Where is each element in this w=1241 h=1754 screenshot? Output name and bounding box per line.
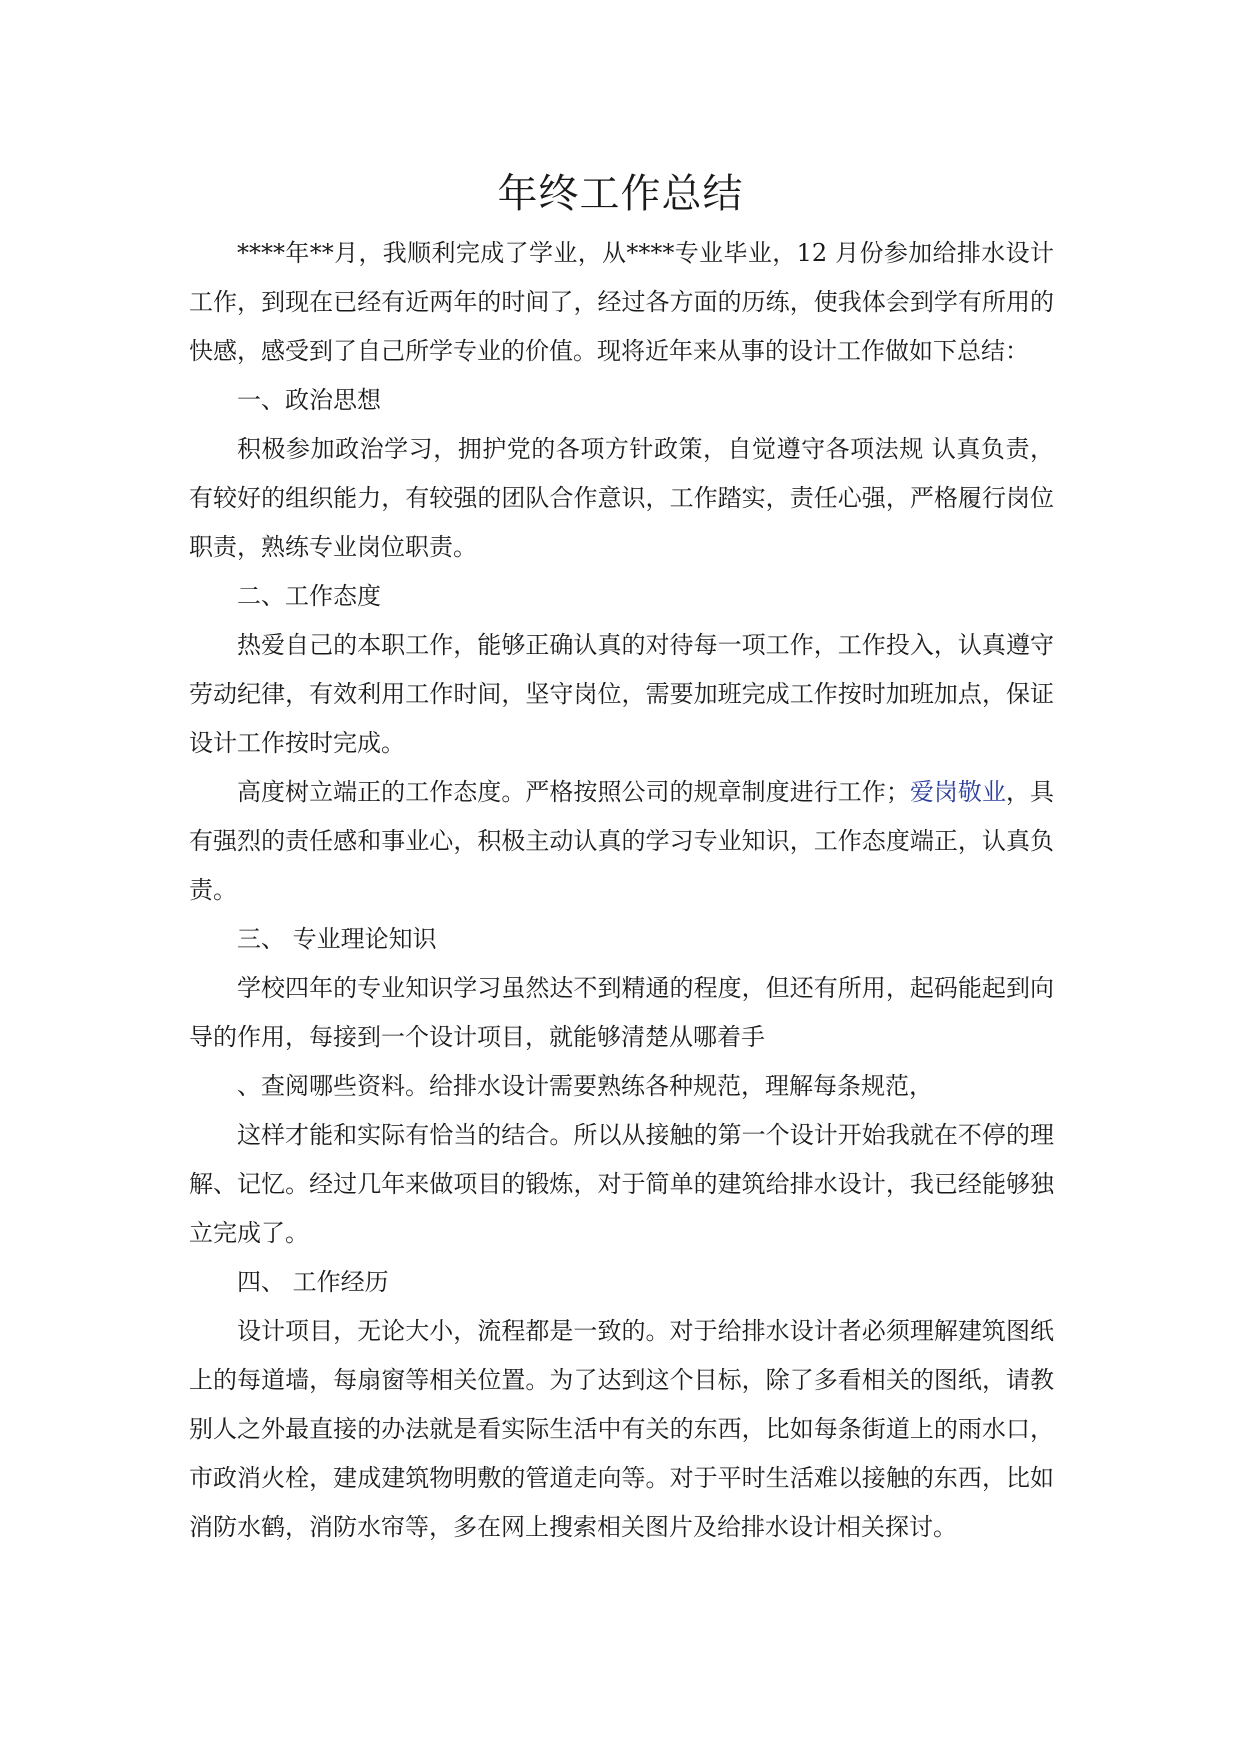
section-heading-attitude: 二、工作态度 (237, 582, 381, 610)
paragraph-attitude-2-before: 高度树立端正的工作态度。严格按照公司的规章制度进行工作； (237, 778, 910, 806)
paragraph-attitude-2-after: ，具有强烈的责任感和事业心，积极主动认真的学习专业知识，工作态度端正，认真负责。 (189, 778, 1055, 904)
document-body (189, 229, 1054, 1552)
paragraph-attitude-1: 热爱自己的本职工作，能够正确认真的对待每一项工作，工作投入，认真遵守劳动纪律，有效利用工作时间，坚守岗位，需要加班完成工作按时加班加点，保证设计工作按时完成。 (189, 631, 1054, 757)
paragraph-knowledge-3: 这样才能和实际有恰当的结合。所以从接触的第一个设计开始我就在不停的理解、记忆。经过几年来做项目的锻炼，对于简单的建筑给排水设计，我已经能够独立完成了。 (189, 1121, 1054, 1247)
paragraph-attitude-2 (189, 768, 1054, 915)
paragraph-knowledge-1: 学校四年的专业知识学习虽然达不到精通的程度，但还有所用，起码能起到向导的作用，每接到一个设计项目，就能够清楚从哪着手 (189, 974, 1054, 1051)
section-heading-experience: 四、 工作经历 (237, 1268, 389, 1296)
section-heading-knowledge: 三、 专业理论知识 (237, 925, 437, 953)
page-title: 年终工作总结 (497, 171, 744, 217)
link-aigang-jingye[interactable]: 爱岗敬业 (909, 778, 1006, 806)
paragraph-politics: 积极参加政治学习，拥护党的各项方针政策，自觉遵守各项法规 认真负责，有较好的组织能力，有较强的团队合作意识，工作踏实，责任心强，严格履行岗位职责，熟练专业岗位职责。 (189, 435, 1054, 561)
paragraph-experience: 设计项目，无论大小，流程都是一致的。对于给排水设计者必须理解建筑图纸上的每道墙，每扇窗等相关位置。为了达到这个目标，除了多看相关的图纸，请教别人之外最直接的办法就是看实际生活中有关的东西，比如每条街道上的雨水口，市政消火栓，建成建筑物明敷的管道走向等。对于平时生活难以接触的东西，比如消防水鹤，消防水帘等，多在网上搜索相关图片及给排水设计相关探讨。 (189, 1317, 1054, 1541)
paragraph-intro: ****年**月，我顺利完成了学业，从****专业毕业，12 月份参加给排水设计工作，到现在已经有近两年的时间了，经过各方面的历练，使我体会到学有所用的快感，感受到了自己所学专业的价值。现将近年来从事的设计工作做如下总结： (189, 239, 1054, 365)
section-heading-politics: 一、政治思想 (237, 386, 381, 414)
paragraph-knowledge-2: 、查阅哪些资料。给排水设计需要熟练各种规范，理解每条规范， (237, 1072, 933, 1100)
